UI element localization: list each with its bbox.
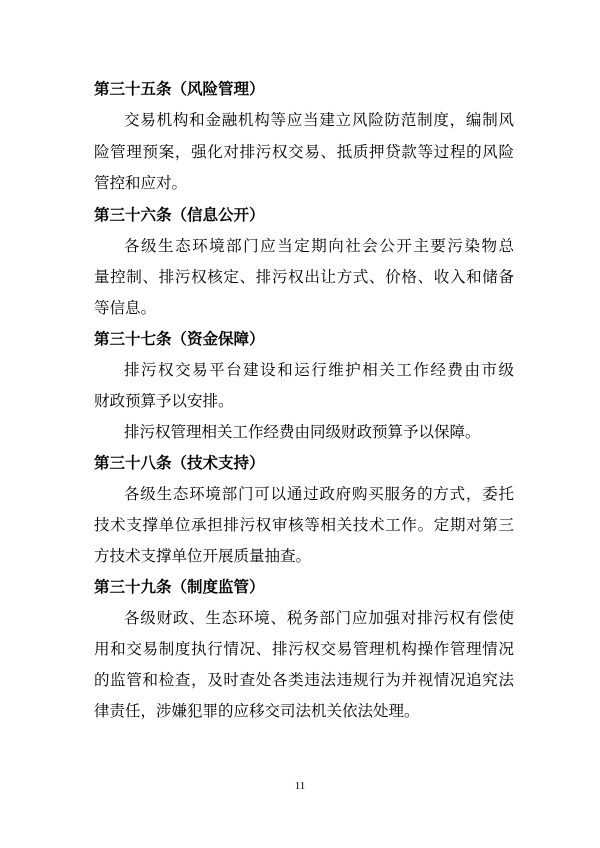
article-36-heading: 第三十六条（信息公开） [94,206,265,224]
article-37-line-1: 排污权交易平台建设和运行维护相关工作经费由市级 [124,361,514,379]
article-38-line-2: 技术支撑单位承担排污权审核等相关技术工作。定期对第三 [94,516,514,534]
article-36-line-1: 各级生态环境部门应当定期向社会公开主要污染物总 [124,237,514,255]
article-37-line-2: 财政预算予以安排。 [94,392,234,410]
article-39-line-1: 各级财政、生态环境、税务部门应加强对排污权有偿使 [124,609,514,627]
article-39-line-4: 律责任，涉嫌犯罪的应移交司法机关依法处理。 [94,702,420,720]
article-35-line-3: 管控和应对。 [94,174,188,192]
article-39-heading: 第三十九条（制度监管） [94,578,265,596]
article-35-heading: 第三十五条（风险管理） [94,80,265,98]
article-36-line-2: 量控制、排污权核定、排污权出让方式、价格、收入和储备 [94,268,514,286]
article-36-line-3: 等信息。 [94,299,157,317]
article-37-line-3: 排污权管理相关工作经费由同级财政预算予以保障。 [124,423,481,441]
article-37-heading: 第三十七条（资金保障） [94,330,265,348]
article-35-line-2: 险管理预案，强化对排污权交易、抵质押贷款等过程的风险 [94,143,514,161]
article-39-line-3: 的监管和检查，及时查处各类违法违规行为并视情况追究法 [94,671,514,689]
article-35-line-1: 交易机构和金融机构等应当建立风险防范制度，编制风 [124,111,514,129]
article-38-line-3: 方技术支撑单位开展质量抽查。 [94,547,312,565]
article-38-heading: 第三十八条（技术支持） [94,454,265,472]
page-number: 11 [294,780,306,792]
article-39-line-2: 用和交易制度执行情况、排污权交易管理机构操作管理情况 [94,640,514,658]
article-38-line-1: 各级生态环境部门可以通过政府购买服务的方式，委托 [124,485,514,503]
